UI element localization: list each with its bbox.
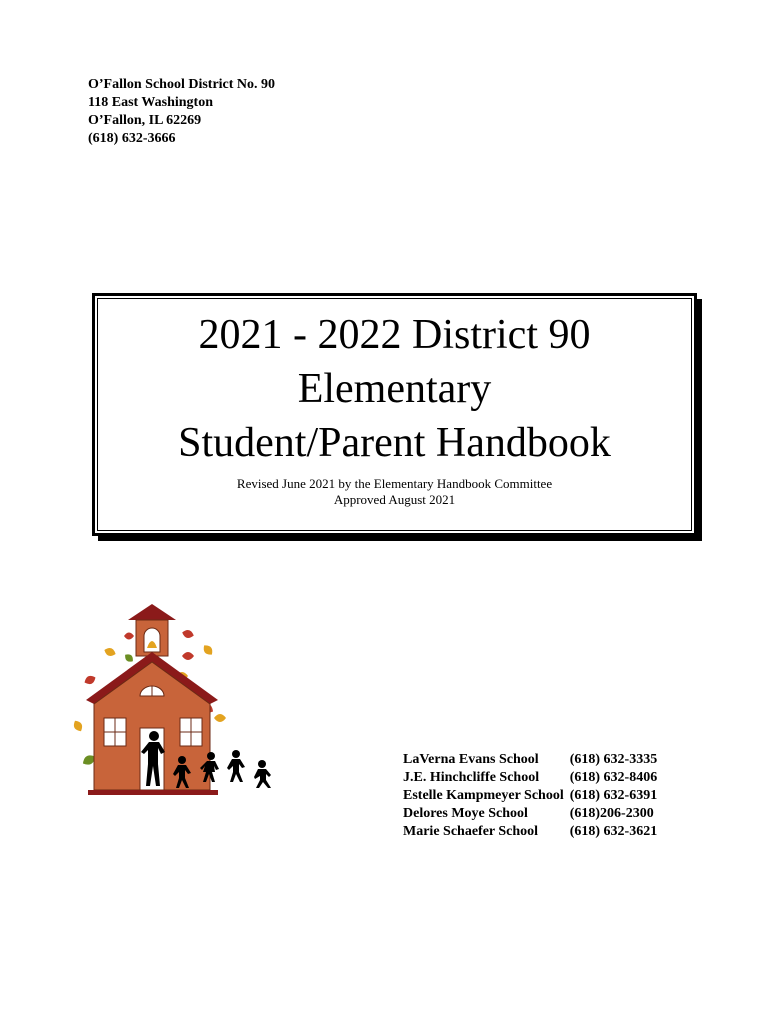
title-subtitle <box>95 476 694 508</box>
title-line-2: Elementary <box>297 366 492 412</box>
title-line-1: 2021 - 2022 District 90 <box>198 312 591 358</box>
title-content <box>95 296 694 508</box>
district-phone: (618) 632-3666 <box>88 131 176 146</box>
school-name: LaVerna Evans School <box>403 752 539 767</box>
revised-note: Revised June 2021 by the Elementary Handbook Committee <box>236 476 553 491</box>
school-directory <box>403 751 657 841</box>
school-building-icon <box>86 652 218 795</box>
school-phone: (618) 632-6391 <box>569 788 658 803</box>
title-line-3: Student/Parent Handbook <box>178 420 611 466</box>
school-row <box>403 751 657 769</box>
school-name: J.E. Hinchcliffe School <box>403 770 540 785</box>
school-phone: (618) 632-8406 <box>569 770 658 785</box>
school-name: Delores Moye School <box>403 806 528 821</box>
district-name: O’Fallon School District No. 90 <box>88 77 276 92</box>
street-address: 118 East Washington <box>88 95 214 110</box>
school-name: Estelle Kampmeyer School <box>403 788 564 803</box>
school-name: Marie Schaefer School <box>403 824 539 839</box>
approved-note: Approved August 2021 <box>333 492 456 507</box>
school-row <box>403 805 657 823</box>
school-row <box>403 823 657 841</box>
title-box <box>92 293 697 536</box>
district-address <box>88 76 275 148</box>
school-row <box>403 769 657 787</box>
bell-tower-icon <box>128 604 176 656</box>
school-phone: (618)206-2300 <box>569 806 654 821</box>
schoolhouse-illustration-icon <box>64 600 279 825</box>
city-state-zip: O’Fallon, IL 62269 <box>88 113 202 128</box>
school-phone: (618) 632-3621 <box>569 824 658 839</box>
school-row <box>403 787 657 805</box>
school-phone: (618) 632-3335 <box>569 752 658 767</box>
